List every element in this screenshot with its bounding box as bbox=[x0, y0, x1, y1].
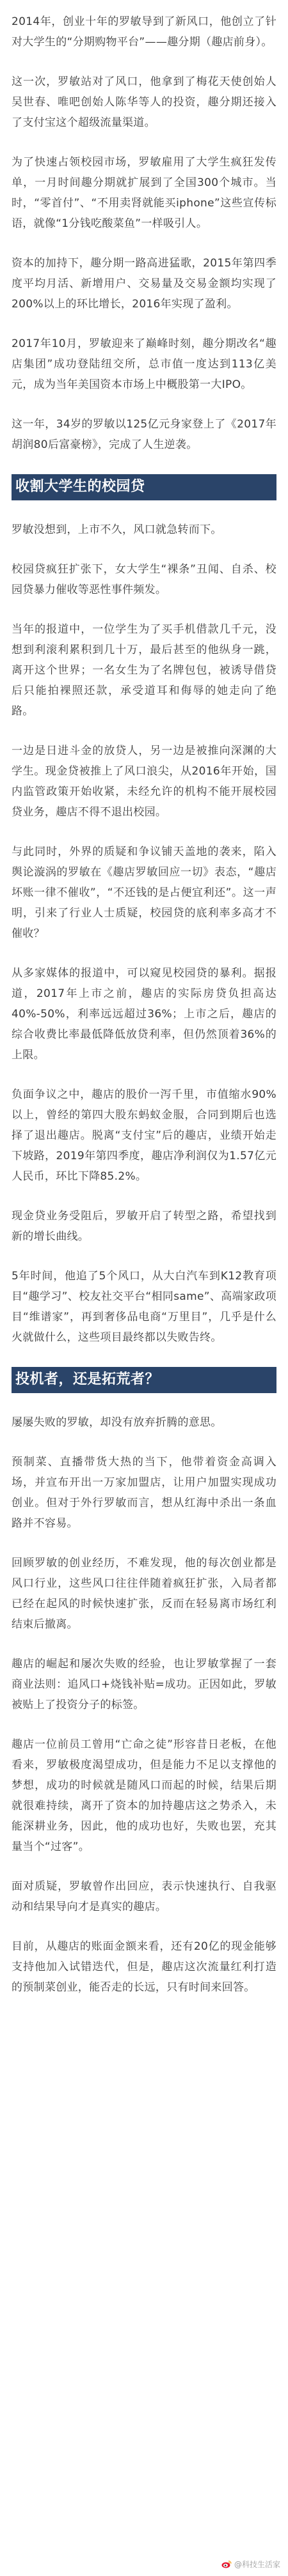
weibo-icon bbox=[221, 2560, 232, 2568]
section-speculator bbox=[12, 1412, 276, 1998]
watermark bbox=[221, 2559, 280, 2570]
watermark-text: @科技生活家 bbox=[234, 2560, 280, 2569]
section-funding bbox=[12, 12, 276, 455]
paragraph: 现金贷业务受阻后，罗敏开启了转型之路，希望找到新的增长曲线。 bbox=[12, 1210, 276, 1243]
paragraph: 预制菜、直播带货大热的当下，他带着资金高调入场，并宣布开出一万家加盟店，让用户加盟实现成功创业。但对于外行罗敏而言，想从红海中杀出一条血路并不容易。 bbox=[12, 1456, 276, 1530]
paragraph: 2017年10月，罗敏迎来了巅峰时刻，趣分期改名“趣店集团”成功登陆纽交所，总市值一度达到113亿美元，成为当年美国资本市场上中概股第一大IPO。 bbox=[12, 337, 276, 391]
paragraph: 罗敏没想到，上市不久，风口就急转而下。 bbox=[12, 523, 222, 536]
section-heading-campus-loan: 收割大学生的校园贷 bbox=[12, 474, 276, 500]
paragraph: 与此同时，外界的质疑和争议铺天盖地的袭来，陷入舆论漩涡的罗敏在《趣店罗敏回应一切》表态，“趣店坏账一律不催收”，“不还钱的是占便宜利还”。这一声明，引来了行业人士质疑，校园贷的底利率多高才不催收？ bbox=[12, 845, 276, 940]
paragraph: 资本的加持下，趣分期一路高进猛歌，2015年第四季度平均月活、新增用户、交易量及交易金额均实现了200%以上的环比增长，2016年实现了盈利。 bbox=[12, 257, 276, 311]
paragraph: 为了快速占领校园市场，罗敏雇用了大学生疯狂发传单，一月时间趣分期就扩展到了全国300个城市。当时，“零首付”、“不用卖肾就能买iphone”这些宣传标语，就像“1分钱吃酸菜鱼”一样吸引人。 bbox=[12, 156, 276, 230]
paragraph: 趣店一位前员工曾用“亡命之徒”形容昔日老板，在他看来，罗敏极度渴望成功，但是能力不足以支撑他的梦想，成功的时候就是随风口而起的时候，结果后期就很难持续，离开了资本的加持趣店这之势杀入，未能深耕业务，因此，他的成功也好，失败也罢，充其量当个“过客”。 bbox=[12, 1738, 276, 1853]
paragraph: 屡屡失败的罗敏，却没有放弃折腾的意思。 bbox=[12, 1416, 222, 1429]
paragraph: 趣店的崛起和屡次失败的经验，也让罗敏掌握了一套商业法则：追风口+烧钱补贴=成功。正因如此，罗敏被贴上了投资分子的标签。 bbox=[12, 1658, 276, 1711]
paragraph: 目前，从趣店的账面金额来看，还有20亿的现金能够支持他加入试错迭代，但是，趣店这次流量红利打造的预制菜创业，能否走的长远，只有时间来回答。 bbox=[12, 1940, 276, 1994]
paragraph: 从多家媒体的报道中，可以窥见校园贷的暴利。据报道，2017年上市之前，趣店的实际房贷负担高达40%-50%，利率远远超过36%；上市之后，趣店的综合收费比率最低降低放贷利率，但仍然顶着36%的上限。 bbox=[12, 967, 276, 1061]
paragraph: 这一年，34岁的罗敏以125亿元身家登上了《2017年胡润80后富豪榜》，完成了人生逆袭。 bbox=[12, 418, 276, 451]
paragraph: 这一次，罗敏站对了风口，他拿到了梅花天使创始人吴世春、唯吧创始人陈华等人的投资，趣分期还接入了支付宝这个超级流量渠道。 bbox=[12, 75, 276, 129]
paragraph: 一边是日进斗金的放贷人，另一边是被推向深渊的大学生。现金贷被推上了风口浪尖，从2016年开始，国内监管政策开始收紧，未经允许的机构不能开展校园贷业务，趣店不得不退出校园。 bbox=[12, 744, 276, 819]
paragraph: 负面争议之中，趣店的股价一泻千里，市值缩水90%以上，曾经的第四大股东蚂蚁金服，合同到期后也选择了退出趣店。脱离“支付宝”后的趣店，业绩开始走下坡路，2019年第四季度，趣店净利润仅为1.57亿元人民币，环比下降85.2%。 bbox=[12, 1088, 276, 1183]
paragraph: 面对质疑，罗敏曾作出回应，表示快速执行、自我驱动和结果导向才是真实的趣店。 bbox=[12, 1880, 276, 1913]
paragraph: 回顾罗敏的创业经历，不难发现，他的每次创业都是风口行业，这些风口往往伴随着疯狂扩张，入局者都已经在起风的时候快速扩张，反而在轻易离市场红利结束后撤离。 bbox=[12, 1557, 276, 1631]
paragraph: 2014年，创业十年的罗敏导到了新风口，他创立了针对大学生的“分期购物平台”——趣分期（趣店前身）。 bbox=[12, 15, 276, 49]
paragraph: 校园贷疯狂扩张下，女大学生“裸条”丑闻、自杀、校园贷暴力催收等恶性事件频发。 bbox=[12, 563, 276, 596]
paragraph: 5年时间，他追了5个风口，从大白汽车到K12教育项目“趣学习”、校友社交平台“相同same”、高端家政项目“维谱家”，再到奢侈品电商“万里目”，几乎是什么火就做什么，这些项目最终都以失败告终。 bbox=[12, 1270, 276, 1344]
section-campus-loan bbox=[12, 520, 276, 1348]
section-heading-speculator: 投机者，还是拓荒者？ bbox=[12, 1367, 276, 1393]
paragraph: 当年的报道中，一位学生为了买手机借款几千元，没想到利滚利累积到几十万，最后甚至的他纵身一跳，离开这个世界；一名女生为了名牌包包，被诱导借贷后只能拍裸照还款，承受道耳和侮辱的她走向了绝路。 bbox=[12, 623, 276, 718]
